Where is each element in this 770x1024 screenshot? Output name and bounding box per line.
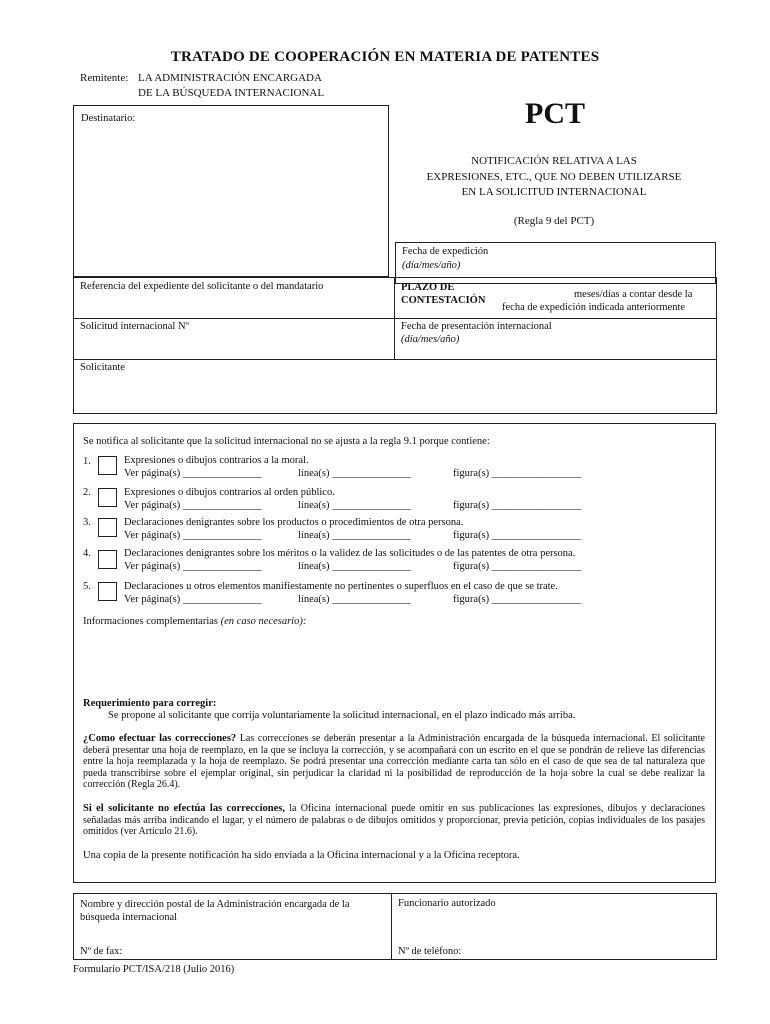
how-to-correct-paragraph bbox=[83, 733, 705, 791]
no-correction-paragraph bbox=[83, 803, 705, 838]
grid-vertical-divider bbox=[394, 277, 395, 359]
phone-number-field[interactable]: Nº de teléfono: bbox=[398, 946, 462, 957]
item-4-pages[interactable]: Ver página(s) _______________ bbox=[124, 561, 262, 572]
intl-filing-date-format: (día/mes/año) bbox=[401, 334, 460, 345]
how-to-correct-text: Las correcciones se deberán presentar a la Administración encargada de la búsqueda internacional. El solicitante deberá presentar una hoja de reemplazo, en la que se incluya la corrección, y se acompañará con un escrito en el que se pondrán de relieve las diferencias entre la hoja reemplazada y la hoja de reemplazo. Se podrá presentar una corrección mediante carta tan sólo en el caso de que sea de tal naturaleza que pueda transcribirse sobre el ejemplar original, sin perjudicar la claridad ni la posibilidad de reproducción de la hoja sobre la cual se debe realizar la corrección (Regla 26.4). bbox=[83, 733, 705, 790]
item-4-checkbox[interactable] bbox=[98, 550, 117, 569]
item-2-text: Expresiones o dibujos contrarios al orden público. bbox=[124, 487, 335, 498]
item-5-text: Declaraciones u otros elementos manifiestamente no pertinentes o superfluos en el caso de que se trate. bbox=[124, 581, 558, 592]
sender-line-1: LA ADMINISTRACIÓN ENCARGADA bbox=[138, 72, 322, 84]
item-3-pages[interactable]: Ver página(s) _______________ bbox=[124, 530, 262, 541]
correction-text: Se propone al solicitante que corrija voluntariamente la solicitud internacional, en el plazo indicado más arriba. bbox=[108, 710, 576, 721]
correction-title: Requerimiento para corregir: bbox=[83, 698, 217, 709]
pct-heading: PCT bbox=[525, 97, 585, 130]
item-1-text: Expresiones o dibujos contrarios a la moral. bbox=[124, 455, 309, 466]
copy-note: Una copia de la presente notificación ha sido enviada a la Oficina internacional y a la Oficina receptora. bbox=[83, 850, 520, 861]
notice-line-1: NOTIFICACIÓN RELATIVA A LAS bbox=[471, 155, 637, 167]
document-title: TRATADO DE COOPERACIÓN EN MATERIA DE PATENTES bbox=[170, 49, 600, 65]
item-4-figures[interactable]: figura(s) _________________ bbox=[453, 561, 582, 572]
grid-divider-1 bbox=[73, 318, 717, 319]
item-1-pages[interactable]: Ver página(s) _______________ bbox=[124, 468, 262, 479]
item-number: 2. bbox=[83, 487, 91, 498]
item-2-lines[interactable]: línea(s) _______________ bbox=[298, 500, 411, 511]
addressee-label: Destinatario: bbox=[81, 113, 136, 124]
how-to-correct-title: ¿Como efectuar las correcciones? bbox=[83, 733, 237, 744]
deadline-label-2: CONTESTACIÓN bbox=[401, 295, 486, 306]
item-2-pages[interactable]: Ver página(s) _______________ bbox=[124, 500, 262, 511]
fax-number-field[interactable]: Nº de fax: bbox=[80, 946, 123, 957]
item-3-checkbox[interactable] bbox=[98, 518, 117, 537]
item-number: 1. bbox=[83, 456, 91, 467]
item-2-figures[interactable]: figura(s) _________________ bbox=[453, 500, 582, 511]
complementary-info[interactable] bbox=[83, 616, 306, 627]
notice-title bbox=[395, 154, 713, 201]
item-1-checkbox[interactable] bbox=[98, 456, 117, 475]
item-5-pages[interactable]: Ver página(s) _______________ bbox=[124, 594, 262, 605]
sender-line-2: DE LA BÚSQUEDA INTERNACIONAL bbox=[138, 87, 325, 99]
item-5-checkbox[interactable] bbox=[98, 582, 117, 601]
rule-reference: (Regla 9 del PCT) bbox=[513, 215, 595, 227]
item-5-figures[interactable]: figura(s) _________________ bbox=[453, 594, 582, 605]
authorized-officer-field[interactable]: Funcionario autorizado bbox=[398, 898, 496, 909]
deadline-label bbox=[401, 281, 485, 307]
no-correction-text: la Oficina internacional puede omitir en sus publicaciones las expresiones, dibujos y declaraciones señaladas más arriba indicando el lugar, y el número de palabras o de dibujos omitidos y proporcionar, previa petición, copias individuales de los pasajes omitidos (ver Artículo 21.6). bbox=[83, 803, 705, 837]
item-3-lines[interactable]: línea(s) _______________ bbox=[298, 530, 411, 541]
applicant-reference-field[interactable]: Referencia del expediente del solicitante o del mandatario bbox=[80, 281, 324, 292]
intl-application-number-field[interactable]: Solicitud internacional Nº bbox=[80, 321, 189, 332]
complementary-info-note: (en caso necesario): bbox=[220, 616, 307, 627]
sender-label: Remitente: bbox=[80, 72, 129, 84]
item-number: 5. bbox=[83, 581, 91, 592]
grid-divider-2 bbox=[73, 359, 717, 360]
item-1-lines[interactable]: línea(s) _______________ bbox=[298, 468, 411, 479]
item-number: 4. bbox=[83, 548, 91, 559]
notice-line-2: EXPRESIONES, ETC., QUE NO DEBEN UTILIZARSE bbox=[426, 170, 682, 183]
item-number: 3. bbox=[83, 517, 91, 528]
dispatch-date-label: Fecha de expedición bbox=[402, 246, 489, 257]
form-identifier: Formulario PCT/ISA/218 (Julio 2016) bbox=[73, 964, 235, 975]
item-2-checkbox[interactable] bbox=[98, 488, 117, 507]
isa-name-address-field[interactable]: Nombre y dirección postal de la Administración encargada de la búsqueda internacional bbox=[80, 899, 350, 923]
item-5-lines[interactable]: línea(s) _______________ bbox=[298, 594, 411, 605]
complementary-info-label: Informaciones complementarias bbox=[83, 616, 218, 627]
notice-line-3: EN LA SOLICITUD INTERNACIONAL bbox=[461, 186, 647, 198]
item-3-text: Declaraciones denigrantes sobre los productos o procedimientos de otra persona. bbox=[124, 517, 464, 528]
deadline-text-2: fecha de expedición indicada anteriormente bbox=[502, 302, 686, 313]
no-correction-title: Si el solicitante no efectúa las correcciones, bbox=[83, 803, 285, 814]
deadline-label-1: PLAZO DE bbox=[401, 282, 455, 293]
addressee-box[interactable] bbox=[73, 105, 389, 277]
item-4-text: Declaraciones denigrantes sobre los méritos o la validez de las solicitudes o de las patentes de otra persona. bbox=[124, 548, 576, 559]
footer-divider bbox=[391, 893, 392, 960]
item-1-figures[interactable]: figura(s) _________________ bbox=[453, 468, 582, 479]
item-4-lines[interactable]: línea(s) _______________ bbox=[298, 561, 411, 572]
item-3-figures[interactable]: figura(s) _________________ bbox=[453, 530, 582, 541]
intro-text: Se notifica al solicitante que la solicitud internacional no se ajusta a la regla 9.1 porque contiene: bbox=[83, 436, 490, 447]
dispatch-date-format: (día/mes/año) bbox=[402, 260, 461, 271]
deadline-text-1: meses/días a contar desde la bbox=[574, 289, 693, 300]
intl-filing-date-field[interactable]: Fecha de presentación internacional bbox=[401, 321, 552, 332]
applicant-field[interactable]: Solicitante bbox=[80, 362, 125, 373]
